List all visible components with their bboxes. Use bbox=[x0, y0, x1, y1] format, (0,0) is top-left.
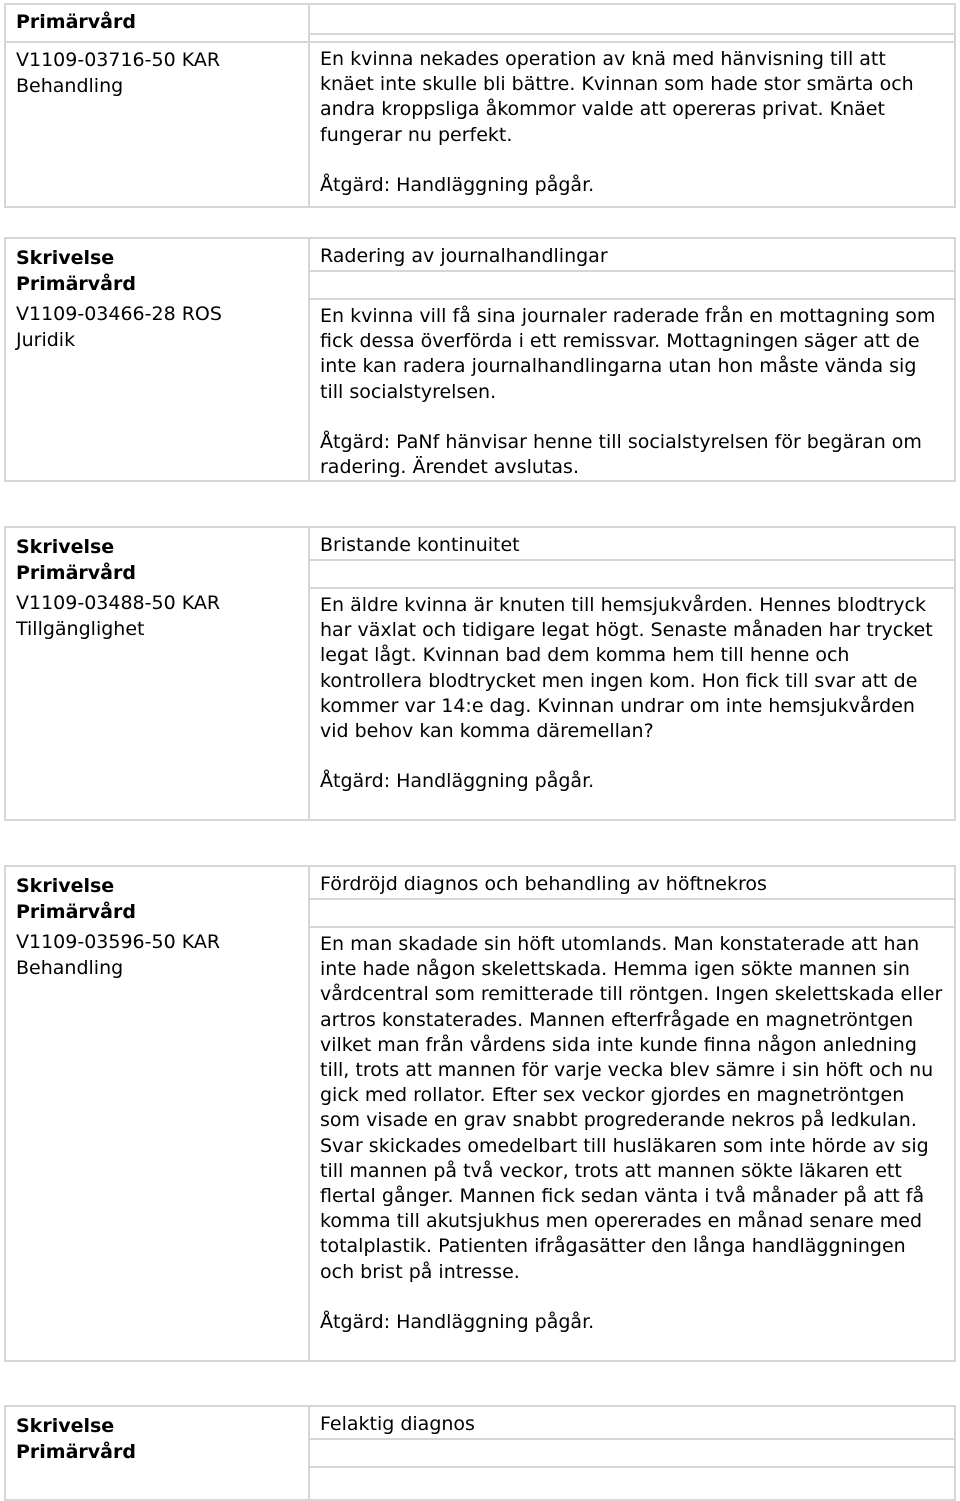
category-label: Primärvård bbox=[16, 562, 136, 584]
letter-label: Skrivelse bbox=[16, 1415, 115, 1437]
case-type: Tillgänglighet bbox=[16, 618, 145, 640]
case-content bbox=[309, 42, 955, 207]
case-title: Felaktig diagnos bbox=[310, 1407, 954, 1440]
case-action: Åtgärd: Handläggning pågår. bbox=[320, 1310, 595, 1333]
category-label: Primärvård bbox=[16, 273, 136, 295]
case-type: Behandling bbox=[16, 957, 124, 979]
case-action: Åtgärd: Handläggning pågår. bbox=[320, 173, 595, 196]
case-title-spacer bbox=[310, 900, 954, 928]
case-meta bbox=[5, 42, 309, 207]
case-meta bbox=[5, 4, 309, 42]
case-entry bbox=[4, 3, 956, 208]
category-label: Primärvård bbox=[16, 901, 136, 923]
case-content bbox=[309, 866, 955, 1361]
case-number: V1109-03596-50 KAR bbox=[16, 931, 221, 953]
case-meta bbox=[5, 866, 309, 1361]
case-body bbox=[310, 300, 954, 480]
case-meta bbox=[5, 527, 309, 820]
case-number: V1109-03466-28 ROS bbox=[16, 303, 222, 325]
case-number: V1109-03488-50 KAR bbox=[16, 592, 221, 614]
case-type: Juridik bbox=[16, 329, 76, 351]
case-meta bbox=[5, 238, 309, 481]
case-number: V1109-03716-50 KAR bbox=[16, 49, 221, 71]
case-description: En äldre kvinna är knuten till hemsjukvården. Hennes blodtryck har växlat och tidigare legat högt. Senaste månaden har trycket legat lågt. Kvinnan bad dem komma hem till henne och kontrollera blodtrycket men ingen kom. Hon fick till svar att de kommer var 14:e dag. Kvinnan undrar om inte hemsjukvården vid behov kan komma däremellan? bbox=[320, 594, 933, 743]
case-action: Åtgärd: Handläggning pågår. bbox=[320, 770, 595, 793]
case-entry bbox=[4, 1405, 956, 1501]
case-action: Åtgärd: PaNf hänvisar henne till socialstyrelsen för begäran om radering. Ärendet avslutas. bbox=[320, 430, 922, 479]
case-title bbox=[310, 5, 954, 35]
case-content bbox=[309, 527, 955, 820]
case-title: Bristande kontinuitet bbox=[310, 528, 954, 561]
case-content bbox=[309, 4, 955, 42]
case-body bbox=[310, 928, 954, 1360]
case-entry bbox=[4, 865, 956, 1362]
case-title-spacer bbox=[310, 1440, 954, 1468]
case-type: Behandling bbox=[16, 75, 124, 97]
case-entry bbox=[4, 526, 956, 821]
letter-label: Skrivelse bbox=[16, 247, 115, 269]
case-description: En man skadade sin höft utomlands. Man konstaterade att han inte hade någon skelettskada. Hemma igen sökte mannen sin vårdcentral som remitterade till röntgen. Ingen skelettskada eller artros konstaterades. Mannen efterfrågade en magnetröntgen vilket man från vårdens sida inte kunde finna någon anledning till, trots att mannen för varje vecka blev sämre i sin höft och nu gick med rollator. Efter sex veckor gjordes en magnetröntgen som visade en grav snabbt progrederande nekros på ledkulan. Svar skickades omedelbart till husläkaren som inte hörde av sig till mannen på två veckor, trots att mannen sökte läkaren ett flertal gånger. Mannen fick sedan vänta i två månader på att få komma till akutsjukhus men opererades en månad senare med totalplastik. Patienten ifrågasätter den långa handläggningen och brist på intresse. bbox=[320, 933, 943, 1283]
case-title: Fördröjd diagnos och behandling av höftnekros bbox=[310, 867, 954, 900]
category-label: Primärvård bbox=[16, 11, 136, 33]
case-body bbox=[310, 589, 954, 819]
case-title: Radering av journalhandlingar bbox=[310, 239, 954, 272]
case-meta bbox=[5, 1406, 309, 1500]
letter-label: Skrivelse bbox=[16, 536, 115, 558]
case-title-spacer bbox=[310, 561, 954, 589]
case-content bbox=[309, 1406, 955, 1500]
case-description: En kvinna vill få sina journaler raderade från en mottagning som fick dessa överförda i ett remissvar. Mottagningen säger att de inte kan radera journalhandlingarna utan hon måste vända sig till socialstyrelsen. bbox=[320, 305, 936, 403]
case-entry bbox=[4, 237, 956, 482]
case-title-spacer bbox=[310, 272, 954, 300]
case-body bbox=[310, 43, 954, 206]
case-content bbox=[309, 238, 955, 481]
letter-label: Skrivelse bbox=[16, 875, 115, 897]
case-description: En kvinna nekades operation av knä med hänvisning till att knäet inte skulle bli bättre. Kvinnan som hade stor smärta och andra kroppsliga åkommor valde att opereras privat. Knäet fungerar nu perfekt. bbox=[320, 48, 914, 146]
category-label: Primärvård bbox=[16, 1441, 136, 1463]
